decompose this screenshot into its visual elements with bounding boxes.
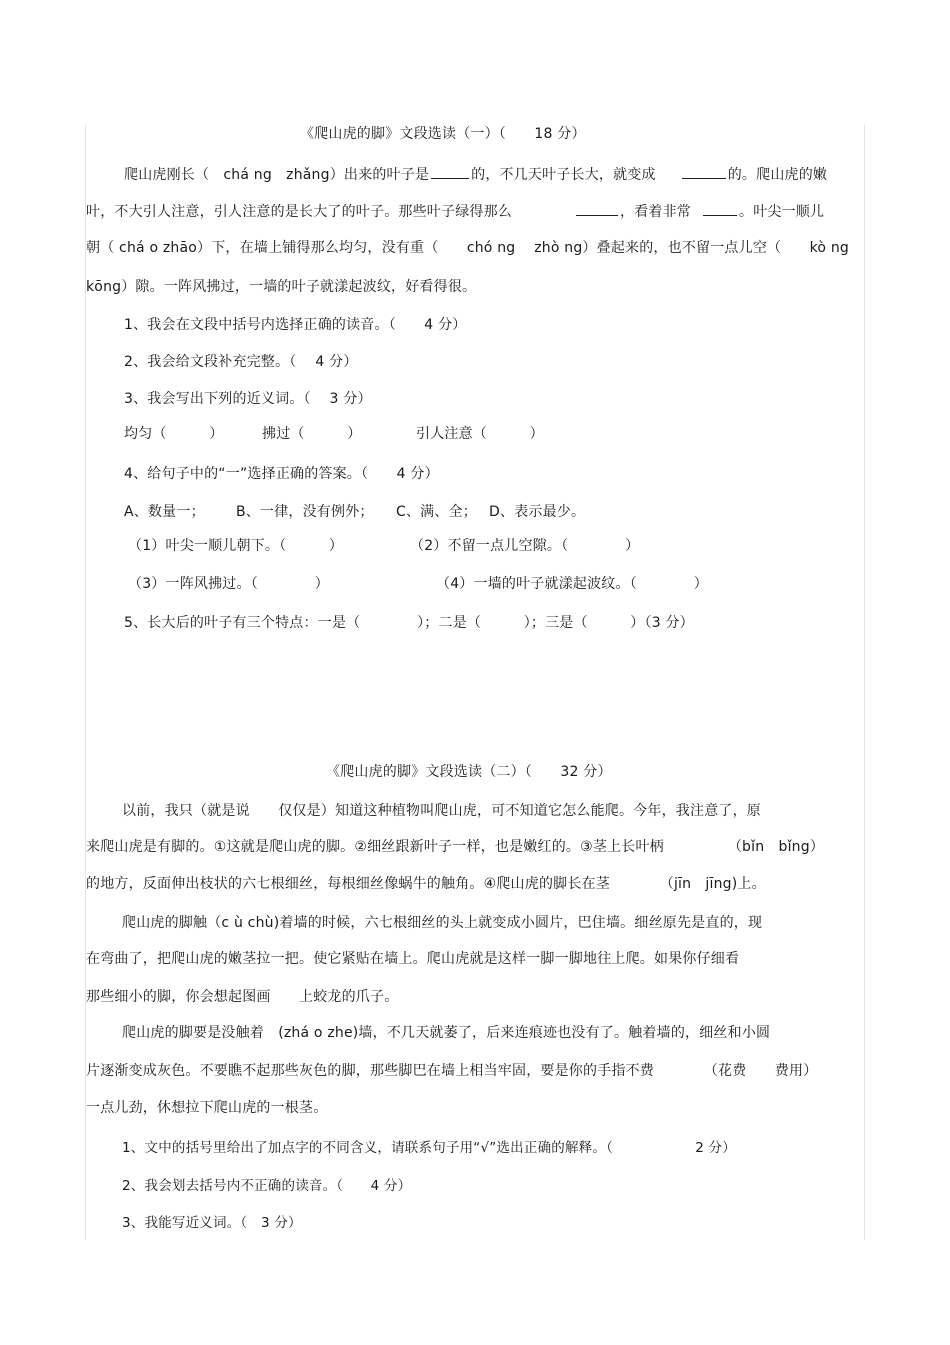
q4-option-d: D、表示最少。 — [489, 504, 586, 520]
q4-option-a: A、数量一； — [124, 504, 205, 520]
q4-option-c: C、满、全； — [396, 504, 477, 520]
section1-question-4: 4、给句子中的“一”选择正确的答案。（ 4 分） — [124, 466, 439, 482]
section2-para-line-3: 的地方，反面伸出枝状的六七根细丝，每根细丝像蜗牛的触角。④爬山虎的脚长在茎 （jīn jīng)上。 — [86, 876, 766, 892]
fill-blank[interactable] — [703, 201, 737, 216]
section2-question-2: 2、我会划去括号内不正确的读音。（ 4 分） — [122, 1178, 412, 1194]
q4-item-3: （3）一阵风拂过。（ ） — [128, 576, 329, 592]
section2-para-line-6: 那些细小的脚，你会想起图画 上蛟龙的爪子。 — [86, 989, 399, 1005]
section1-para-line-2: 叶，不大引人注意，引人注意的是长大了的叶子。那些叶子绿得那么 ，看着非常 。叶尖一顺儿 — [86, 201, 824, 221]
q4-option-b: B、一律，没有例外； — [236, 504, 374, 520]
section2-para-line-5: 在弯曲了，把爬山虎的嫩茎拉一把。使它紧贴在墙上。爬山虎就是这样一脚一脚地往上爬。如果你仔细看 — [86, 951, 740, 967]
section1-question-5: 5、长大后的叶子有三个特点：一是（ ）；二是（ ）；三是（ ）（3 分） — [124, 615, 694, 631]
q4-item-4: （4）一墙的叶子就漾起波纹。（ ） — [436, 576, 708, 592]
section1-question-3: 3、我会写出下列的近义词。（ 3 分） — [124, 391, 372, 407]
section2-question-3: 3、我能写近义词。（ 3 分） — [122, 1215, 302, 1231]
section1-para-line-4: kōng）隙。一阵风拂过，一墙的叶子就漾起波纹，好看得很。 — [86, 279, 477, 295]
fill-blank[interactable] — [576, 201, 618, 216]
section1-question-1: 1、我会在文段中括号内选择正确的读音。（ 4 分） — [124, 317, 467, 333]
section2-para-line-4: 爬山虎的脚触（c ù chù)着墙的时候，六七根细丝的头上就变成小圆片，巴住墙。细丝原先是直的，现 — [122, 915, 763, 931]
q4-item-1: （1）叶尖一顺儿朝下。（ ） — [128, 538, 344, 554]
section2-para-line-9: 一点儿劲，休想拉下爬山虎的一根茎。 — [86, 1100, 328, 1116]
synonym-item-2: 拂过（ ） — [262, 426, 362, 442]
section2-para-line-1: 以前，我只（就是说 仅仅是）知道这种植物叫爬山虎，可不知道它怎么能爬。今年，我注意了，原 — [122, 803, 761, 819]
section1-title: 《爬山虎的脚》文段选读（一）（ 18 分） — [300, 126, 586, 142]
section1-para-line-1: 爬山虎刚长（ chá ng zhǎng）出来的叶子是 的，不几天叶子长大，就变成 的。爬山虎的嫩 — [124, 164, 827, 184]
section2-para-line-8: 片逐渐变成灰色。不要瞧不起那些灰色的脚，那些脚巴在墙上相当牢固，要是你的手指不费 （花费 费用） — [86, 1063, 818, 1079]
section2-para-line-7: 爬山虎的脚要是没触着 (zhá o zhe)墙，不几天就萎了，后来连痕迹也没有了。触着墙的，细丝和小圆 — [122, 1025, 771, 1041]
section1-question-2: 2、我会给文段补充完整。（ 4 分） — [124, 354, 358, 370]
section2-para-line-2: 来爬山虎是有脚的。①这就是爬山虎的脚。②细丝跟新叶子一样，也是嫩红的。③茎上长叶柄 （bǐn bǐng） — [86, 839, 825, 855]
section1-para-line-3: 朝（ chá o zhāo）下，在墙上铺得那么均匀，没有重（ chó ng zhò ng）叠起来的，也不留一点儿空（ kò ng — [86, 240, 850, 256]
section2-question-1: 1、文中的括号里给出了加点字的不同含义，请联系句子用“√”选出正确的解释。（ 2 分） — [122, 1140, 736, 1156]
synonym-item-3: 引人注意（ ） — [416, 426, 544, 442]
fill-blank[interactable] — [431, 164, 469, 179]
synonym-item-1: 均匀（ ） — [124, 426, 224, 442]
section2-title: 《爬山虎的脚》文段选读（二）（ 32 分） — [326, 764, 612, 780]
right-margin-line — [864, 125, 865, 1240]
fill-blank[interactable] — [682, 164, 726, 179]
q4-item-2: （2）不留一点儿空隙。（ ） — [410, 538, 640, 554]
